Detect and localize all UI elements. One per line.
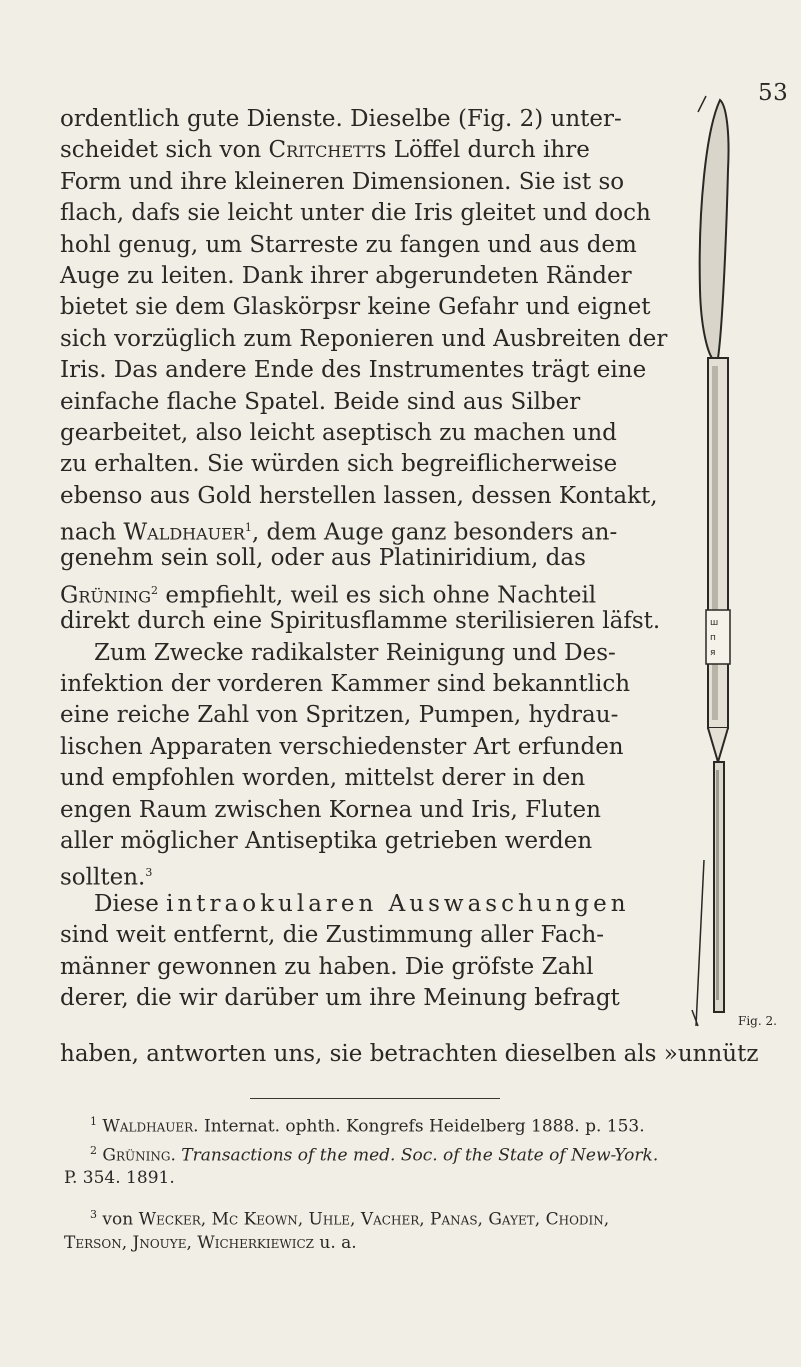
text-line: sich vorzüglich zum Reponieren und Ausbreiten der [60, 325, 668, 352]
footnotes [64, 1110, 790, 1254]
footnote-3-cont: Terson, Jnouye, Wicherkiewicz u. a. [64, 1232, 357, 1253]
text-line: lischen Apparaten verschiedenster Art erfunden [60, 733, 624, 760]
text-line: genehm sein soll, oder aus Platiniridium, das [60, 545, 586, 572]
footnote-divider [250, 1098, 500, 1099]
text-line: nach Waldhauer$^1$, dem Auge ganz besonders an- [60, 519, 618, 546]
text-line: Auge zu leiten. Dank ihrer abgerundeten Ränder [60, 262, 632, 289]
text-line: scheidet sich von Critchetts Löffel durch ihre [60, 137, 590, 164]
footnote-2-cont: P. 354. 1891. [64, 1168, 175, 1189]
text-line: und empfohlen worden, mittelst derer in den [60, 765, 586, 792]
text-line: männer gewonnen zu haben. Die gröfste Zahl [60, 953, 594, 980]
text-line: bietet sie dem Glaskörpsr keine Gefahr und eignet [60, 294, 651, 321]
text-line: infektion der vorderen Kammer sind bekanntlich [60, 671, 631, 698]
text-line: Form und ihre kleineren Dimensionen. Sie ist so [60, 168, 625, 195]
text-line: Iris. Das andere Ende des Instrumentes trägt eine [60, 357, 647, 384]
text-line: ordentlich gute Dienste. Dieselbe (Fig. 2) unter- [60, 106, 622, 132]
text-line: derer, die wir darüber um ihre Meinung befragt [60, 984, 620, 1011]
text-line: einfache flache Spatel. Beide sind aus Silber [60, 388, 581, 415]
spoon-instrument-illustration [668, 90, 758, 1030]
text-line: Grüning$^2$ empfiehlt, weil es sich ohne Nachteil [60, 582, 597, 609]
text-line: gearbeitet, also leicht aseptisch zu machen und [60, 419, 617, 446]
svg-text:ш: ш [710, 618, 719, 628]
text-line: Zum Zwecke radikalster Reinigung und Des- [94, 639, 616, 666]
text-line: hohl genug, um Starreste zu fangen und aus dem [60, 231, 637, 258]
footnote-3: $^3$ von Wecker, Mc Keown, Uhle, Vacher, Panas, Gayet, Chodin, [90, 1208, 610, 1230]
text-line: sollten.$^3$ [60, 865, 153, 892]
text-line: flach, dafs sie leicht unter die Iris gleitet und doch [60, 200, 651, 227]
text-line: zu erhalten. Sie würden sich begreiflicherweise [60, 451, 618, 478]
svg-text:п: п [710, 633, 716, 643]
text-line: sind weit entfernt, die Zustimmung aller Fach- [60, 922, 605, 949]
text-line: aller möglicher Antiseptika getrieben werden [60, 827, 593, 854]
footnote-2: $^2$ Grüning. Transactions of the med. Soc. of the State of New-York. [90, 1143, 659, 1166]
spoon-end [700, 100, 729, 358]
svg-text:я: я [710, 648, 716, 658]
text-line: ebenso aus Gold herstellen lassen, dessen Kontakt, [60, 482, 658, 509]
text-line: direkt durch eine Spiritusflamme sterilisieren läfst. [60, 608, 661, 635]
text-line: engen Raum zwischen Kornea und Iris, Fluten [60, 796, 601, 823]
text-line: eine reiche Zahl von Spritzen, Pumpen, hydrau- [60, 702, 619, 729]
page-number: 53 [758, 80, 789, 106]
text-line: Diese intraokularen Auswaschungen [94, 890, 630, 917]
footnote-1: $^1$ Waldhauer. Internat. ophth. Kongrefs Heidelberg 1888. p. 153. [90, 1115, 645, 1137]
body-text [60, 104, 700, 1014]
last-line: haben, antworten uns, sie betrachten dieselben als »unnütz [60, 1041, 759, 1067]
spatula-end [696, 860, 704, 1026]
figure-label: Fig. 2. [738, 1014, 777, 1028]
